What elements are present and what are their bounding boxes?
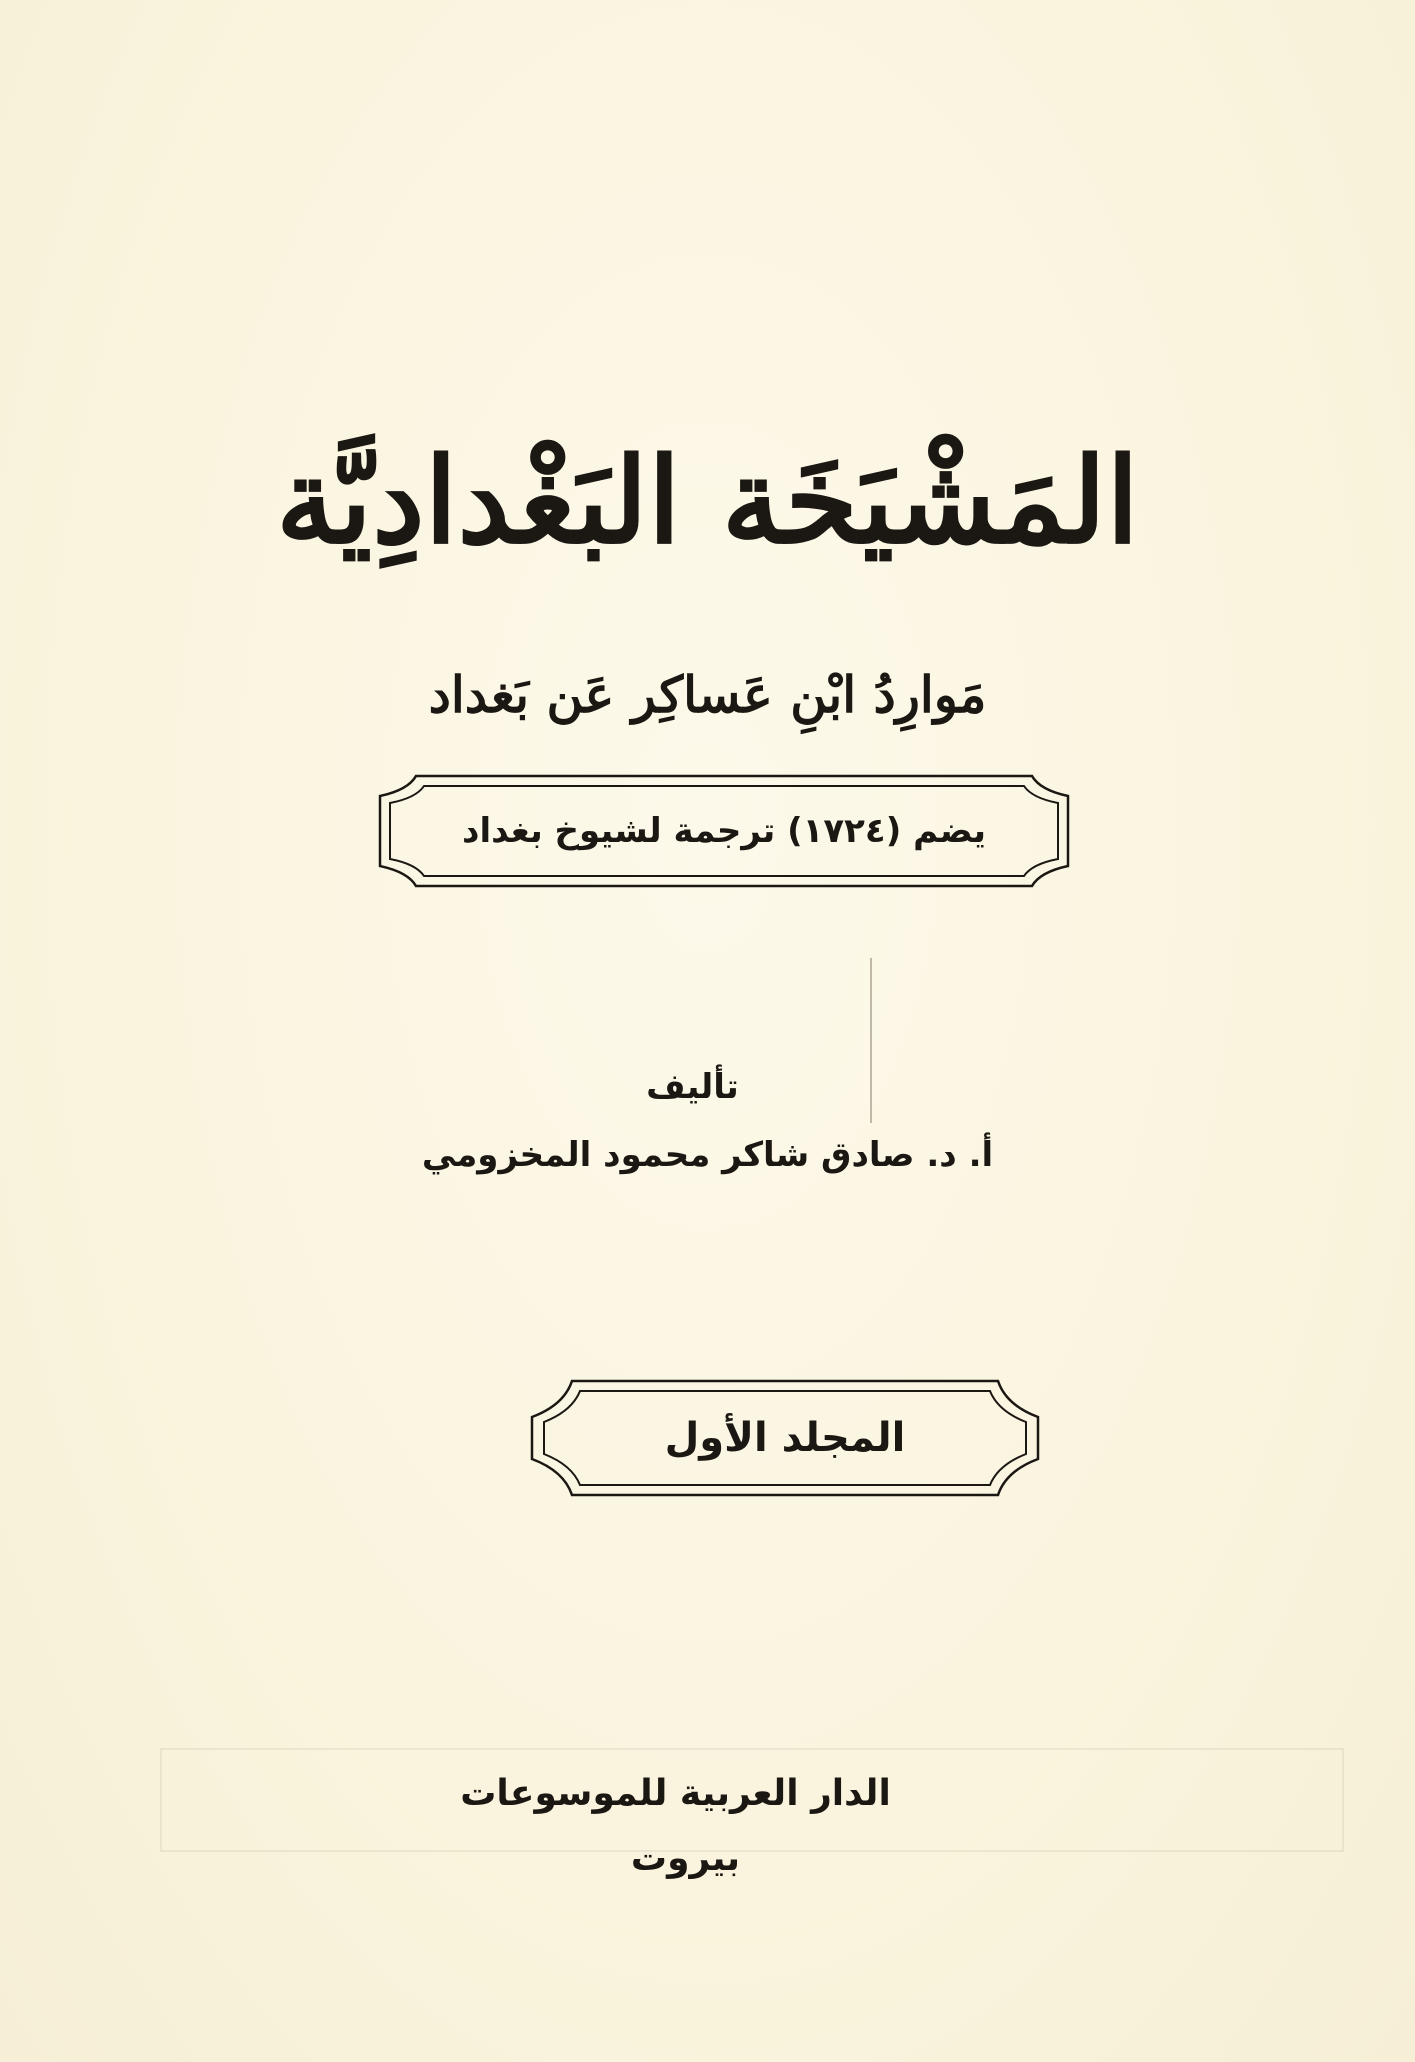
volume-frame: [528, 1377, 1042, 1499]
publisher: [0, 1773, 1415, 1814]
book-title: المَشْيَخَة البَغْدادِيَّة: [276, 431, 1139, 570]
publisher-city: [0, 1838, 1415, 1879]
book-subtitle: مَوارِدُ ابْنِ عَساكِر عَن بَغداد: [428, 665, 987, 724]
volume-label: المجلد الأول: [664, 1415, 906, 1461]
publisher-text: الدار العربية للموسوعات: [460, 1773, 891, 1814]
city-text: بيروت: [630, 1838, 741, 1879]
author-label-text: تأليف: [646, 1067, 739, 1107]
contents-note-frame: [376, 772, 1072, 890]
author-name: أ. د. صادق شاكر محمود المخزومي: [421, 1135, 994, 1175]
author-label: [0, 1067, 1415, 1107]
contents-note-text: يضم (١٧٢٤) ترجمة لشيوخ بغداد: [462, 811, 986, 851]
